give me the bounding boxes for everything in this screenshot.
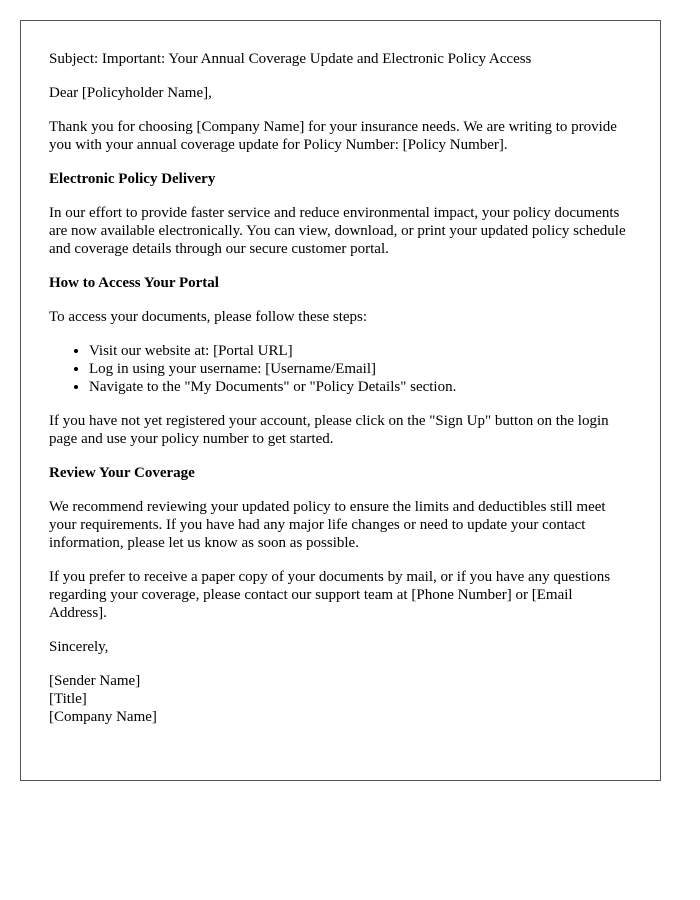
review-paragraph: We recommend reviewing your updated policy to ensure the limits and deductibles still meet your requirements. If you have had any major life changes or need to update your contact information, please let us know as soon as possible.	[49, 499, 606, 551]
delivery-paragraph: In our effort to provide faster service and reduce environmental impact, your policy documents are now available electronically. You can view, download, or print your updated policy schedule and coverage details through our secure customer portal.	[49, 205, 626, 257]
section-heading-review: Review Your Coverage	[49, 465, 195, 481]
greeting: Dear [Policyholder Name],	[49, 85, 212, 101]
sender-title: [Title]	[49, 691, 87, 707]
section-heading-access: How to Access Your Portal	[49, 275, 219, 291]
access-intro: To access your documents, please follow these steps:	[49, 309, 368, 325]
list-item: • Log in using your username: [Username/Email]	[89, 360, 632, 378]
closing: Sincerely,	[49, 639, 109, 655]
list-item: • Navigate to the "My Documents" or "Policy Details" section.	[89, 378, 632, 396]
access-steps-list	[49, 342, 632, 396]
subject-line: Subject: Important: Your Annual Coverage Update and Electronic Policy Access	[49, 51, 532, 67]
intro-paragraph: Thank you for choosing [Company Name] for your insurance needs. We are writing to provide you with your annual coverage update for Policy Number: [Policy Number].	[49, 119, 617, 153]
signature-block	[49, 672, 632, 726]
registration-note: If you have not yet registered your account, please click on the "Sign Up" button on the login page and use your policy number to get started.	[49, 413, 609, 447]
list-item: • Visit our website at: [Portal URL]	[89, 342, 632, 360]
paper-copy-paragraph: If you prefer to receive a paper copy of your documents by mail, or if you have any questions regarding your coverage, please contact our support team at [Phone Number] or [Email Address].	[49, 569, 611, 621]
sender-company: [Company Name]	[49, 709, 157, 725]
letter-document	[20, 20, 661, 781]
section-heading-delivery: Electronic Policy Delivery	[49, 171, 216, 187]
sender-name: [Sender Name]	[49, 673, 141, 689]
